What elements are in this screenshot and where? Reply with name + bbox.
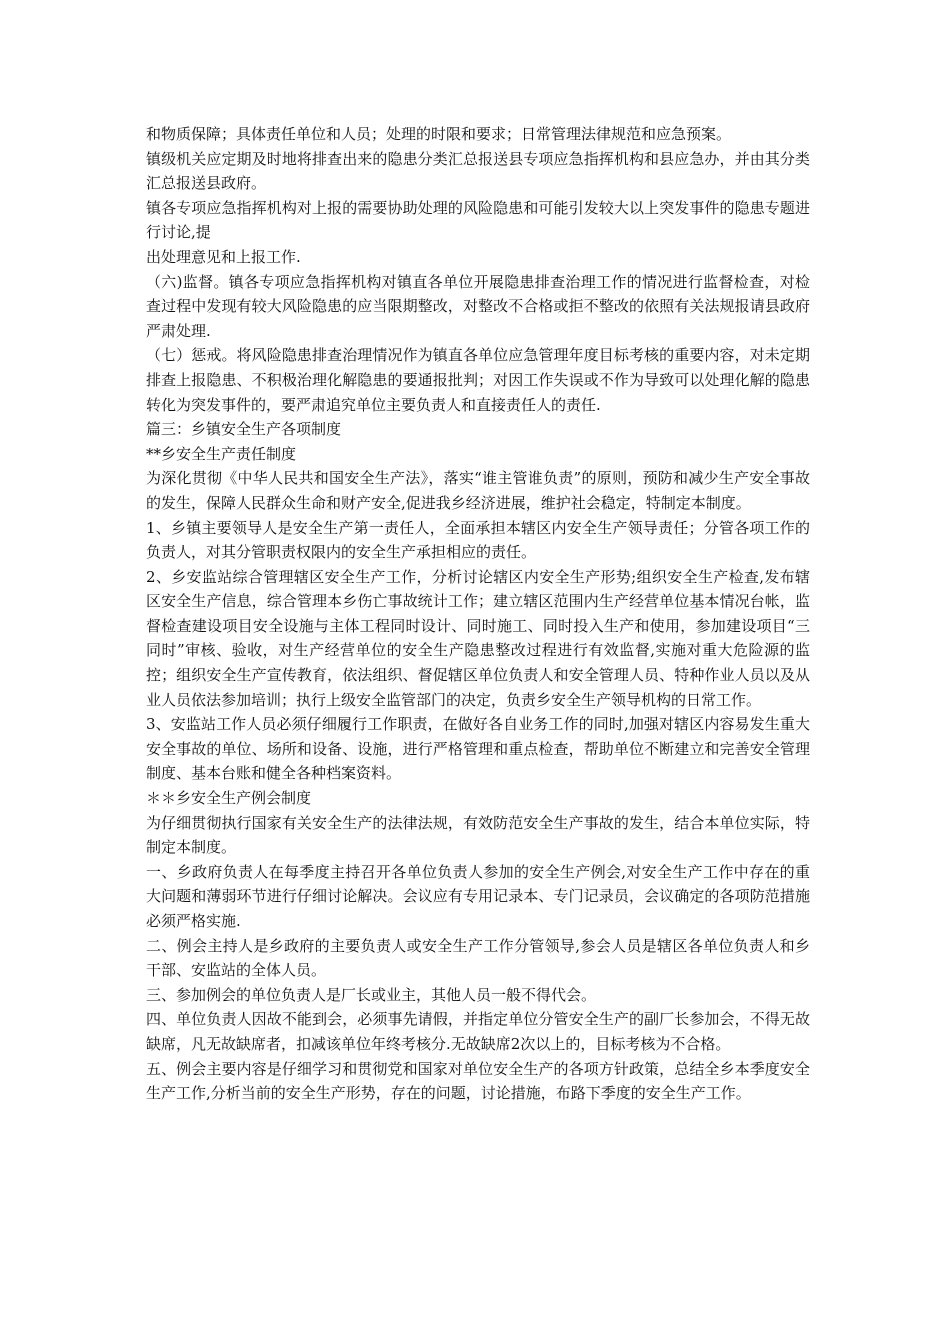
paragraph: （六)监督。镇各专项应急指挥机构对镇直各单位开展隐患排查治理工作的情况进行监督检查，对检查过程中发现有较大风险隐患的应当限期整改，对整改不合格或拒不整改的依照有关法规报请县政府严肃处理. [146,272,810,340]
paragraph: 镇各专项应急指挥机构对上报的需要协助处理的风险隐患和可能引发较大以上突发事件的隐患专题进行讨论,提 [146,198,810,242]
paragraph: 3、安监站工作人员必须仔细履行工作职责，在做好各自业务工作的同时,加强对辖区内容易发生重大安全事故的单位、场所和设备、设施，进行严格管理和重点检查，帮助单位不断建立和完善安全管理制度、基本台账和健全各种档案资料。 [146,715,810,783]
paragraph: 1、乡镇主要领导人是安全生产第一责任人，全面承担本辖区内安全生产领导责任；分管各项工作的负责人，对其分管职责权限内的安全生产承担相应的责任。 [146,518,810,562]
paragraph: 三、参加例会的单位负责人是厂长或业主，其他人员一般不得代会。 [146,985,597,1004]
document-body [146,122,810,1106]
paragraph: 出处理意见和上报工作. [146,247,301,266]
paragraph: 五、例会主要内容是仔细学习和贯彻党和国家对单位安全生产的各项方针政策，总结全乡本季度安全生产工作,分析当前的安全生产形势，存在的问题，讨论措施，布路下季度的安全生产工作。 [146,1059,810,1103]
subsection-heading: ＊＊乡安全生产例会制度 [146,789,312,808]
paragraph: 二、例会主持人是乡政府的主要负责人或安全生产工作分管领导,参会人员是辖区各单位负责人和乡干部、安监站的全体人员。 [146,936,810,980]
paragraph: 和物质保障；具体责任单位和人员；处理的时限和要求；日常管理法律规范和应急预案。 [146,125,732,143]
paragraph: 2、乡安监站综合管理辖区安全生产工作，分析讨论辖区内安全生产形势;组织安全生产检查,发布辖区安全生产信息，综合管理本乡伤亡事故统计工作；建立辖区范围内生产经营单位基本情况台帐，监督检查建设项目安全设施与主体工程同时设计、同时施工、同时投入生产和使用，参加建设项目“三同时”审核、验收，对生产经营单位的安全生产隐患整改过程进行有效监督,实施对重大危险源的监控；组织安全生产宣传教育，依法组织、督促辖区单位负责人和安全管理人员、特种作业人员以及从业人员依法参加培训；执行上级安全监管部门的决定，负责乡安全生产领导机构的日常工作。 [146,567,810,709]
paragraph: 镇级机关应定期及时地将排查出来的隐患分类汇总报送县专项应急指挥机构和县应急办，并由其分类汇总报送县政府。 [146,149,810,193]
paragraph: （七）惩戒。将风险隐患排查治理情况作为镇直各单位应急管理年度目标考核的重要内容，对未定期排查上报隐患、不积极治理化解隐患的要通报批判；对因工作失误或不作为导致可以处理化解的隐患转化为突发事件的，要严肃追究单位主要负责人和直接责任人的责任. [146,346,810,414]
paragraph: 为深化贯彻《中华人民共和国安全生产法》，落实“谁主管谁负责”的原则，预防和减少生产安全事故的发生，保障人民群众生命和财产安全,促进我乡经济进展，维护社会稳定，特制定本制度。 [146,469,810,512]
paragraph: 一、乡政府负责人在每季度主持召开各单位负责人参加的安全生产例会,对安全生产工作中存在的重大问题和薄弱环节进行仔细讨论解决。会议应有专用记录本、专门记录员，会议确定的各项防范措施必须严格实施. [146,862,810,930]
section-heading: 篇三：乡镇安全生产各项制度 [146,420,342,439]
paragraph: 四、单位负责人因故不能到会，必须事先请假，并指定单位分管安全生产的副厂长参加会，不得无故缺席，凡无故缺席者，扣减该单位年终考核分.无故缺席2次以上的，目标考核为不合格。 [146,1010,810,1053]
paragraph: 为仔细贯彻执行国家有关安全生产的法律法规，有效防范安全生产事故的发生，结合本单位实际，特制定本制度。 [146,813,810,857]
subsection-heading: **乡安全生产责任制度 [146,444,297,463]
